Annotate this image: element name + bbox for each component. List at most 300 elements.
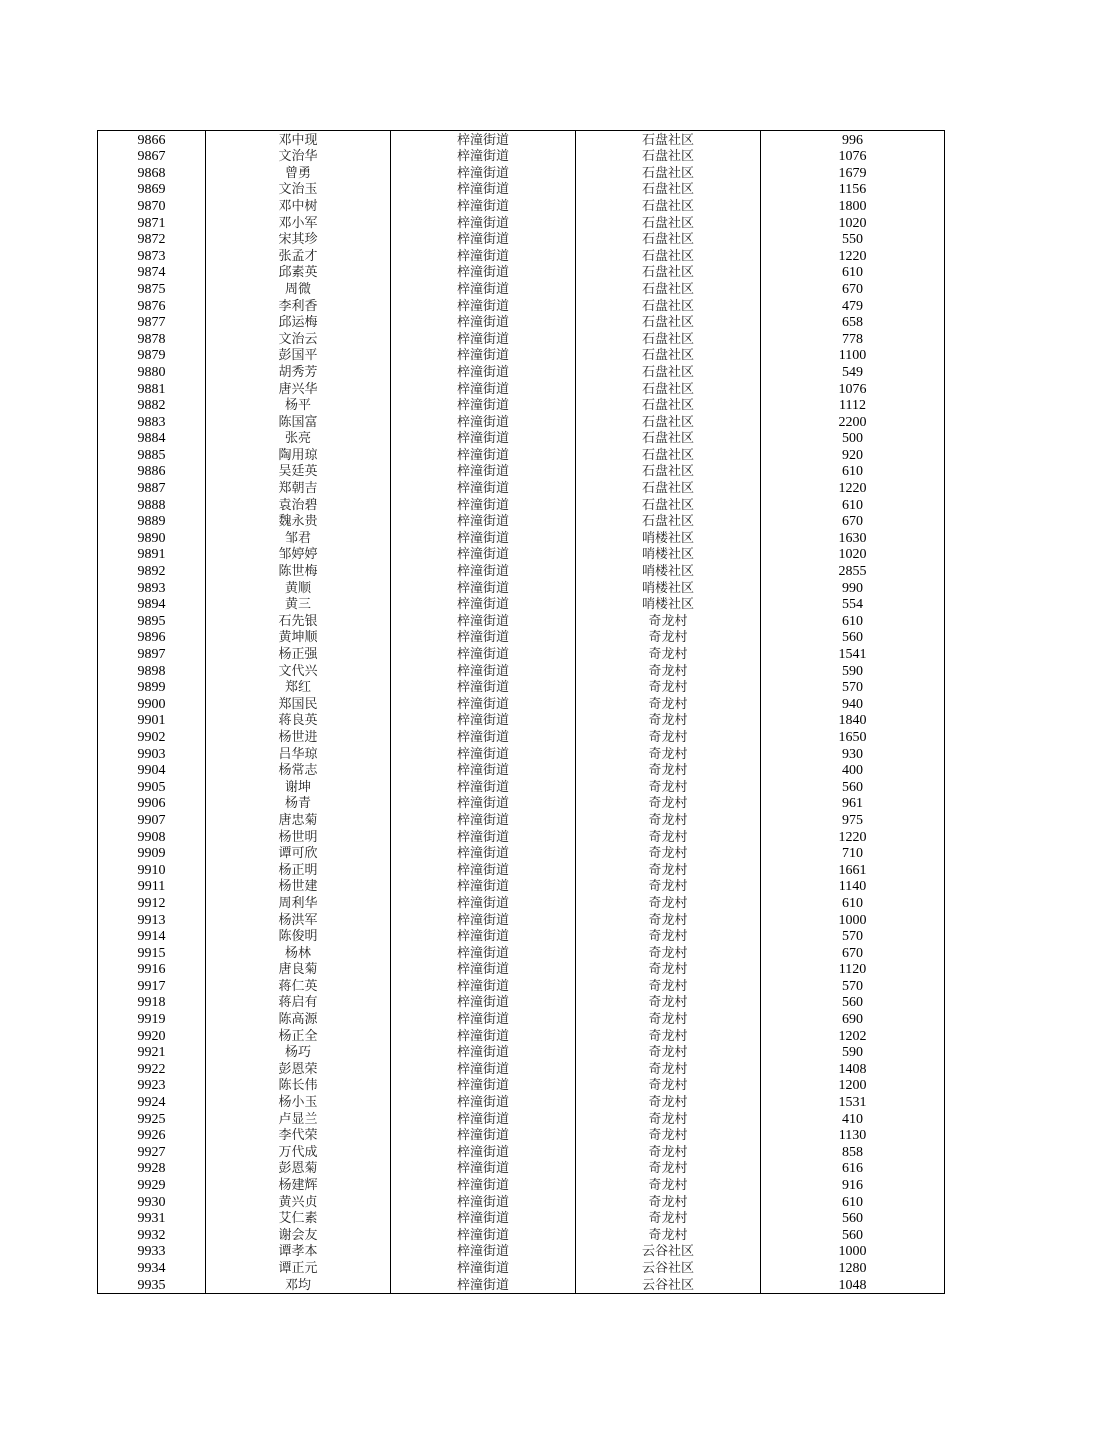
community-cell: 石盘社区	[576, 314, 761, 331]
name-cell: 李利香	[206, 297, 391, 314]
name-cell: 李代荣	[206, 1127, 391, 1144]
table-row	[98, 1077, 945, 1094]
table-row	[98, 546, 945, 563]
name-cell: 邓小军	[206, 214, 391, 231]
name-cell: 蒋启有	[206, 994, 391, 1011]
street-cell: 梓潼街道	[391, 629, 576, 646]
community-cell: 奇龙村	[576, 828, 761, 845]
community-cell: 奇龙村	[576, 911, 761, 928]
amount-cell: 610	[761, 496, 945, 513]
community-cell: 奇龙村	[576, 679, 761, 696]
table-row	[98, 1110, 945, 1127]
name-cell: 邹君	[206, 529, 391, 546]
table-row	[98, 380, 945, 397]
community-cell: 奇龙村	[576, 795, 761, 812]
row-number-cell: 9920	[98, 1027, 206, 1044]
table-row	[98, 297, 945, 314]
street-cell: 梓潼街道	[391, 1127, 576, 1144]
name-cell: 陈国富	[206, 413, 391, 430]
table-row	[98, 861, 945, 878]
table-row	[98, 1276, 945, 1293]
name-cell: 彭国平	[206, 347, 391, 364]
amount-cell: 710	[761, 845, 945, 862]
street-cell: 梓潼街道	[391, 679, 576, 696]
street-cell: 梓潼街道	[391, 911, 576, 928]
table-row	[98, 1127, 945, 1144]
amount-cell: 1531	[761, 1093, 945, 1110]
street-cell: 梓潼街道	[391, 181, 576, 198]
amount-cell: 560	[761, 994, 945, 1011]
amount-cell: 930	[761, 745, 945, 762]
street-cell: 梓潼街道	[391, 562, 576, 579]
street-cell: 梓潼街道	[391, 612, 576, 629]
row-number-cell: 9924	[98, 1093, 206, 1110]
street-cell: 梓潼街道	[391, 264, 576, 281]
name-cell: 陈高源	[206, 1010, 391, 1027]
table-row	[98, 529, 945, 546]
amount-cell: 554	[761, 596, 945, 613]
name-cell: 杨林	[206, 944, 391, 961]
name-cell: 邓中现	[206, 131, 391, 148]
street-cell: 梓潼街道	[391, 828, 576, 845]
amount-cell: 1679	[761, 164, 945, 181]
row-number-cell: 9869	[98, 181, 206, 198]
table-row	[98, 264, 945, 281]
community-cell: 奇龙村	[576, 1060, 761, 1077]
amount-cell: 1541	[761, 645, 945, 662]
table-row	[98, 562, 945, 579]
amount-cell: 570	[761, 977, 945, 994]
table-row	[98, 247, 945, 264]
name-cell: 彭恩荣	[206, 1060, 391, 1077]
row-number-cell: 9913	[98, 911, 206, 928]
name-cell: 艾仁素	[206, 1210, 391, 1227]
community-cell: 奇龙村	[576, 645, 761, 662]
table-row	[98, 712, 945, 729]
row-number-cell: 9932	[98, 1226, 206, 1243]
row-number-cell: 9885	[98, 446, 206, 463]
street-cell: 梓潼街道	[391, 197, 576, 214]
amount-cell: 858	[761, 1143, 945, 1160]
name-cell: 黄顺	[206, 579, 391, 596]
name-cell: 谢坤	[206, 778, 391, 795]
table-row	[98, 811, 945, 828]
name-cell: 蒋仁英	[206, 977, 391, 994]
community-cell: 奇龙村	[576, 1027, 761, 1044]
row-number-cell: 9928	[98, 1160, 206, 1177]
amount-cell: 920	[761, 446, 945, 463]
table-row	[98, 1044, 945, 1061]
name-cell: 杨洪军	[206, 911, 391, 928]
community-cell: 哨楼社区	[576, 596, 761, 613]
amount-cell: 1840	[761, 712, 945, 729]
street-cell: 梓潼街道	[391, 131, 576, 148]
community-cell: 奇龙村	[576, 1160, 761, 1177]
street-cell: 梓潼街道	[391, 695, 576, 712]
amount-cell: 1100	[761, 347, 945, 364]
street-cell: 梓潼街道	[391, 1276, 576, 1293]
amount-cell: 560	[761, 629, 945, 646]
row-number-cell: 9870	[98, 197, 206, 214]
amount-cell: 1280	[761, 1259, 945, 1276]
table-row	[98, 496, 945, 513]
row-number-cell: 9935	[98, 1276, 206, 1293]
community-cell: 奇龙村	[576, 778, 761, 795]
community-cell: 石盘社区	[576, 380, 761, 397]
name-cell: 宋其珍	[206, 231, 391, 248]
table-row	[98, 795, 945, 812]
street-cell: 梓潼街道	[391, 297, 576, 314]
amount-cell: 560	[761, 1226, 945, 1243]
row-number-cell: 9922	[98, 1060, 206, 1077]
row-number-cell: 9930	[98, 1193, 206, 1210]
name-cell: 谭正元	[206, 1259, 391, 1276]
amount-cell: 1408	[761, 1060, 945, 1077]
table-row	[98, 513, 945, 530]
row-number-cell: 9888	[98, 496, 206, 513]
community-cell: 奇龙村	[576, 662, 761, 679]
community-cell: 石盘社区	[576, 430, 761, 447]
row-number-cell: 9910	[98, 861, 206, 878]
amount-cell: 916	[761, 1176, 945, 1193]
table-row	[98, 728, 945, 745]
name-cell: 邓均	[206, 1276, 391, 1293]
community-cell: 石盘社区	[576, 131, 761, 148]
table-row	[98, 911, 945, 928]
name-cell: 张孟才	[206, 247, 391, 264]
street-cell: 梓潼街道	[391, 961, 576, 978]
amount-cell: 570	[761, 679, 945, 696]
row-number-cell: 9871	[98, 214, 206, 231]
community-cell: 哨楼社区	[576, 562, 761, 579]
amount-cell: 570	[761, 928, 945, 945]
name-cell: 唐良菊	[206, 961, 391, 978]
community-cell: 奇龙村	[576, 961, 761, 978]
community-cell: 奇龙村	[576, 762, 761, 779]
street-cell: 梓潼街道	[391, 1259, 576, 1276]
row-number-cell: 9895	[98, 612, 206, 629]
table-row	[98, 695, 945, 712]
table-row	[98, 479, 945, 496]
table-row	[98, 1226, 945, 1243]
amount-cell: 690	[761, 1010, 945, 1027]
community-cell: 石盘社区	[576, 446, 761, 463]
amount-cell: 560	[761, 1210, 945, 1227]
table-row	[98, 944, 945, 961]
row-number-cell: 9889	[98, 513, 206, 530]
name-cell: 杨青	[206, 795, 391, 812]
table-row	[98, 280, 945, 297]
row-number-cell: 9890	[98, 529, 206, 546]
table-row	[98, 1210, 945, 1227]
row-number-cell: 9906	[98, 795, 206, 812]
name-cell: 谭可欣	[206, 845, 391, 862]
street-cell: 梓潼街道	[391, 247, 576, 264]
table-row	[98, 928, 945, 945]
street-cell: 梓潼街道	[391, 1160, 576, 1177]
name-cell: 杨平	[206, 397, 391, 414]
name-cell: 文治华	[206, 148, 391, 165]
community-cell: 石盘社区	[576, 280, 761, 297]
row-number-cell: 9907	[98, 811, 206, 828]
row-number-cell: 9934	[98, 1259, 206, 1276]
street-cell: 梓潼街道	[391, 811, 576, 828]
row-number-cell: 9915	[98, 944, 206, 961]
row-number-cell: 9876	[98, 297, 206, 314]
street-cell: 梓潼街道	[391, 479, 576, 496]
amount-cell: 1076	[761, 148, 945, 165]
street-cell: 梓潼街道	[391, 1010, 576, 1027]
amount-cell: 1650	[761, 728, 945, 745]
street-cell: 梓潼街道	[391, 164, 576, 181]
name-cell: 蒋良英	[206, 712, 391, 729]
name-cell: 谭孝本	[206, 1243, 391, 1260]
row-number-cell: 9918	[98, 994, 206, 1011]
name-cell: 黄坤顺	[206, 629, 391, 646]
community-cell: 奇龙村	[576, 1127, 761, 1144]
table-row	[98, 762, 945, 779]
table-row	[98, 1143, 945, 1160]
amount-cell: 1000	[761, 1243, 945, 1260]
name-cell: 陈俊明	[206, 928, 391, 945]
community-cell: 奇龙村	[576, 845, 761, 862]
community-cell: 奇龙村	[576, 928, 761, 945]
amount-cell: 616	[761, 1160, 945, 1177]
amount-cell: 479	[761, 297, 945, 314]
amount-cell: 400	[761, 762, 945, 779]
community-cell: 奇龙村	[576, 811, 761, 828]
row-number-cell: 9877	[98, 314, 206, 331]
name-cell: 文治玉	[206, 181, 391, 198]
row-number-cell: 9905	[98, 778, 206, 795]
row-number-cell: 9887	[98, 479, 206, 496]
table-row	[98, 1160, 945, 1177]
community-cell: 奇龙村	[576, 977, 761, 994]
street-cell: 梓潼街道	[391, 762, 576, 779]
amount-cell: 500	[761, 430, 945, 447]
row-number-cell: 9909	[98, 845, 206, 862]
community-cell: 奇龙村	[576, 1044, 761, 1061]
row-number-cell: 9931	[98, 1210, 206, 1227]
table-row	[98, 131, 945, 148]
community-cell: 奇龙村	[576, 612, 761, 629]
community-cell: 哨楼社区	[576, 546, 761, 563]
row-number-cell: 9925	[98, 1110, 206, 1127]
table-row	[98, 181, 945, 198]
row-number-cell: 9893	[98, 579, 206, 596]
name-cell: 袁治碧	[206, 496, 391, 513]
row-number-cell: 9875	[98, 280, 206, 297]
name-cell: 黄兴贞	[206, 1193, 391, 1210]
amount-cell: 1630	[761, 529, 945, 546]
amount-cell: 1020	[761, 214, 945, 231]
community-cell: 奇龙村	[576, 944, 761, 961]
name-cell: 彭恩菊	[206, 1160, 391, 1177]
amount-cell: 610	[761, 463, 945, 480]
community-cell: 云谷社区	[576, 1276, 761, 1293]
row-number-cell: 9867	[98, 148, 206, 165]
community-cell: 石盘社区	[576, 264, 761, 281]
row-number-cell: 9908	[98, 828, 206, 845]
amount-cell: 550	[761, 231, 945, 248]
community-cell: 石盘社区	[576, 330, 761, 347]
amount-cell: 1220	[761, 828, 945, 845]
street-cell: 梓潼街道	[391, 928, 576, 945]
street-cell: 梓潼街道	[391, 1077, 576, 1094]
name-cell: 杨世建	[206, 878, 391, 895]
amount-cell: 1200	[761, 1077, 945, 1094]
street-cell: 梓潼街道	[391, 745, 576, 762]
street-cell: 梓潼街道	[391, 430, 576, 447]
row-number-cell: 9917	[98, 977, 206, 994]
table-row	[98, 778, 945, 795]
amount-cell: 670	[761, 513, 945, 530]
name-cell: 胡秀芳	[206, 363, 391, 380]
name-cell: 文治云	[206, 330, 391, 347]
community-cell: 石盘社区	[576, 513, 761, 530]
amount-cell: 1156	[761, 181, 945, 198]
street-cell: 梓潼街道	[391, 645, 576, 662]
row-number-cell: 9894	[98, 596, 206, 613]
street-cell: 梓潼街道	[391, 496, 576, 513]
street-cell: 梓潼街道	[391, 1060, 576, 1077]
community-cell: 石盘社区	[576, 479, 761, 496]
table-row	[98, 596, 945, 613]
community-cell: 奇龙村	[576, 1176, 761, 1193]
community-cell: 奇龙村	[576, 728, 761, 745]
row-number-cell: 9880	[98, 363, 206, 380]
street-cell: 梓潼街道	[391, 845, 576, 862]
street-cell: 梓潼街道	[391, 1027, 576, 1044]
street-cell: 梓潼街道	[391, 231, 576, 248]
table-row	[98, 164, 945, 181]
street-cell: 梓潼街道	[391, 1243, 576, 1260]
table-row	[98, 1176, 945, 1193]
name-cell: 谢会友	[206, 1226, 391, 1243]
data-table	[97, 130, 945, 1294]
row-number-cell: 9901	[98, 712, 206, 729]
community-cell: 石盘社区	[576, 347, 761, 364]
row-number-cell: 9921	[98, 1044, 206, 1061]
name-cell: 杨常志	[206, 762, 391, 779]
table-row	[98, 612, 945, 629]
community-cell: 奇龙村	[576, 861, 761, 878]
row-number-cell: 9933	[98, 1243, 206, 1260]
community-cell: 石盘社区	[576, 214, 761, 231]
street-cell: 梓潼街道	[391, 446, 576, 463]
community-cell: 石盘社区	[576, 148, 761, 165]
street-cell: 梓潼街道	[391, 529, 576, 546]
amount-cell: 1220	[761, 479, 945, 496]
street-cell: 梓潼街道	[391, 380, 576, 397]
amount-cell: 658	[761, 314, 945, 331]
row-number-cell: 9902	[98, 728, 206, 745]
row-number-cell: 9878	[98, 330, 206, 347]
row-number-cell: 9891	[98, 546, 206, 563]
table-row	[98, 961, 945, 978]
community-cell: 奇龙村	[576, 1093, 761, 1110]
table-row	[98, 878, 945, 895]
community-cell: 石盘社区	[576, 297, 761, 314]
table-row	[98, 363, 945, 380]
amount-cell: 610	[761, 264, 945, 281]
name-cell: 唐兴华	[206, 380, 391, 397]
community-cell: 奇龙村	[576, 1226, 761, 1243]
street-cell: 梓潼街道	[391, 214, 576, 231]
community-cell: 石盘社区	[576, 197, 761, 214]
row-number-cell: 9904	[98, 762, 206, 779]
name-cell: 黄三	[206, 596, 391, 613]
street-cell: 梓潼街道	[391, 330, 576, 347]
community-cell: 石盘社区	[576, 247, 761, 264]
name-cell: 邱素英	[206, 264, 391, 281]
table-row	[98, 413, 945, 430]
row-number-cell: 9898	[98, 662, 206, 679]
amount-cell: 996	[761, 131, 945, 148]
street-cell: 梓潼街道	[391, 944, 576, 961]
amount-cell: 1112	[761, 397, 945, 414]
table-row	[98, 1193, 945, 1210]
table-row	[98, 463, 945, 480]
street-cell: 梓潼街道	[391, 1143, 576, 1160]
name-cell: 邓中树	[206, 197, 391, 214]
row-number-cell: 9929	[98, 1176, 206, 1193]
community-cell: 奇龙村	[576, 1010, 761, 1027]
street-cell: 梓潼街道	[391, 1226, 576, 1243]
street-cell: 梓潼街道	[391, 1193, 576, 1210]
row-number-cell: 9879	[98, 347, 206, 364]
street-cell: 梓潼街道	[391, 397, 576, 414]
name-cell: 陈世梅	[206, 562, 391, 579]
name-cell: 杨巧	[206, 1044, 391, 1061]
name-cell: 张亮	[206, 430, 391, 447]
street-cell: 梓潼街道	[391, 546, 576, 563]
row-number-cell: 9916	[98, 961, 206, 978]
table-row	[98, 148, 945, 165]
amount-cell: 1048	[761, 1276, 945, 1293]
street-cell: 梓潼街道	[391, 1110, 576, 1127]
street-cell: 梓潼街道	[391, 778, 576, 795]
community-cell: 石盘社区	[576, 164, 761, 181]
name-cell: 邹婷婷	[206, 546, 391, 563]
row-number-cell: 9884	[98, 430, 206, 447]
amount-cell: 670	[761, 280, 945, 297]
name-cell: 杨世进	[206, 728, 391, 745]
community-cell: 石盘社区	[576, 181, 761, 198]
row-number-cell: 9881	[98, 380, 206, 397]
community-cell: 奇龙村	[576, 1077, 761, 1094]
row-number-cell: 9923	[98, 1077, 206, 1094]
street-cell: 梓潼街道	[391, 1093, 576, 1110]
amount-cell: 2200	[761, 413, 945, 430]
street-cell: 梓潼街道	[391, 280, 576, 297]
row-number-cell: 9882	[98, 397, 206, 414]
name-cell: 杨正全	[206, 1027, 391, 1044]
name-cell: 万代成	[206, 1143, 391, 1160]
community-cell: 云谷社区	[576, 1259, 761, 1276]
row-number-cell: 9900	[98, 695, 206, 712]
amount-cell: 975	[761, 811, 945, 828]
amount-cell: 1140	[761, 878, 945, 895]
name-cell: 杨正明	[206, 861, 391, 878]
table-row	[98, 745, 945, 762]
name-cell: 周微	[206, 280, 391, 297]
table-row	[98, 231, 945, 248]
name-cell: 郑国民	[206, 695, 391, 712]
table-row	[98, 1010, 945, 1027]
street-cell: 梓潼街道	[391, 347, 576, 364]
amount-cell: 670	[761, 944, 945, 961]
